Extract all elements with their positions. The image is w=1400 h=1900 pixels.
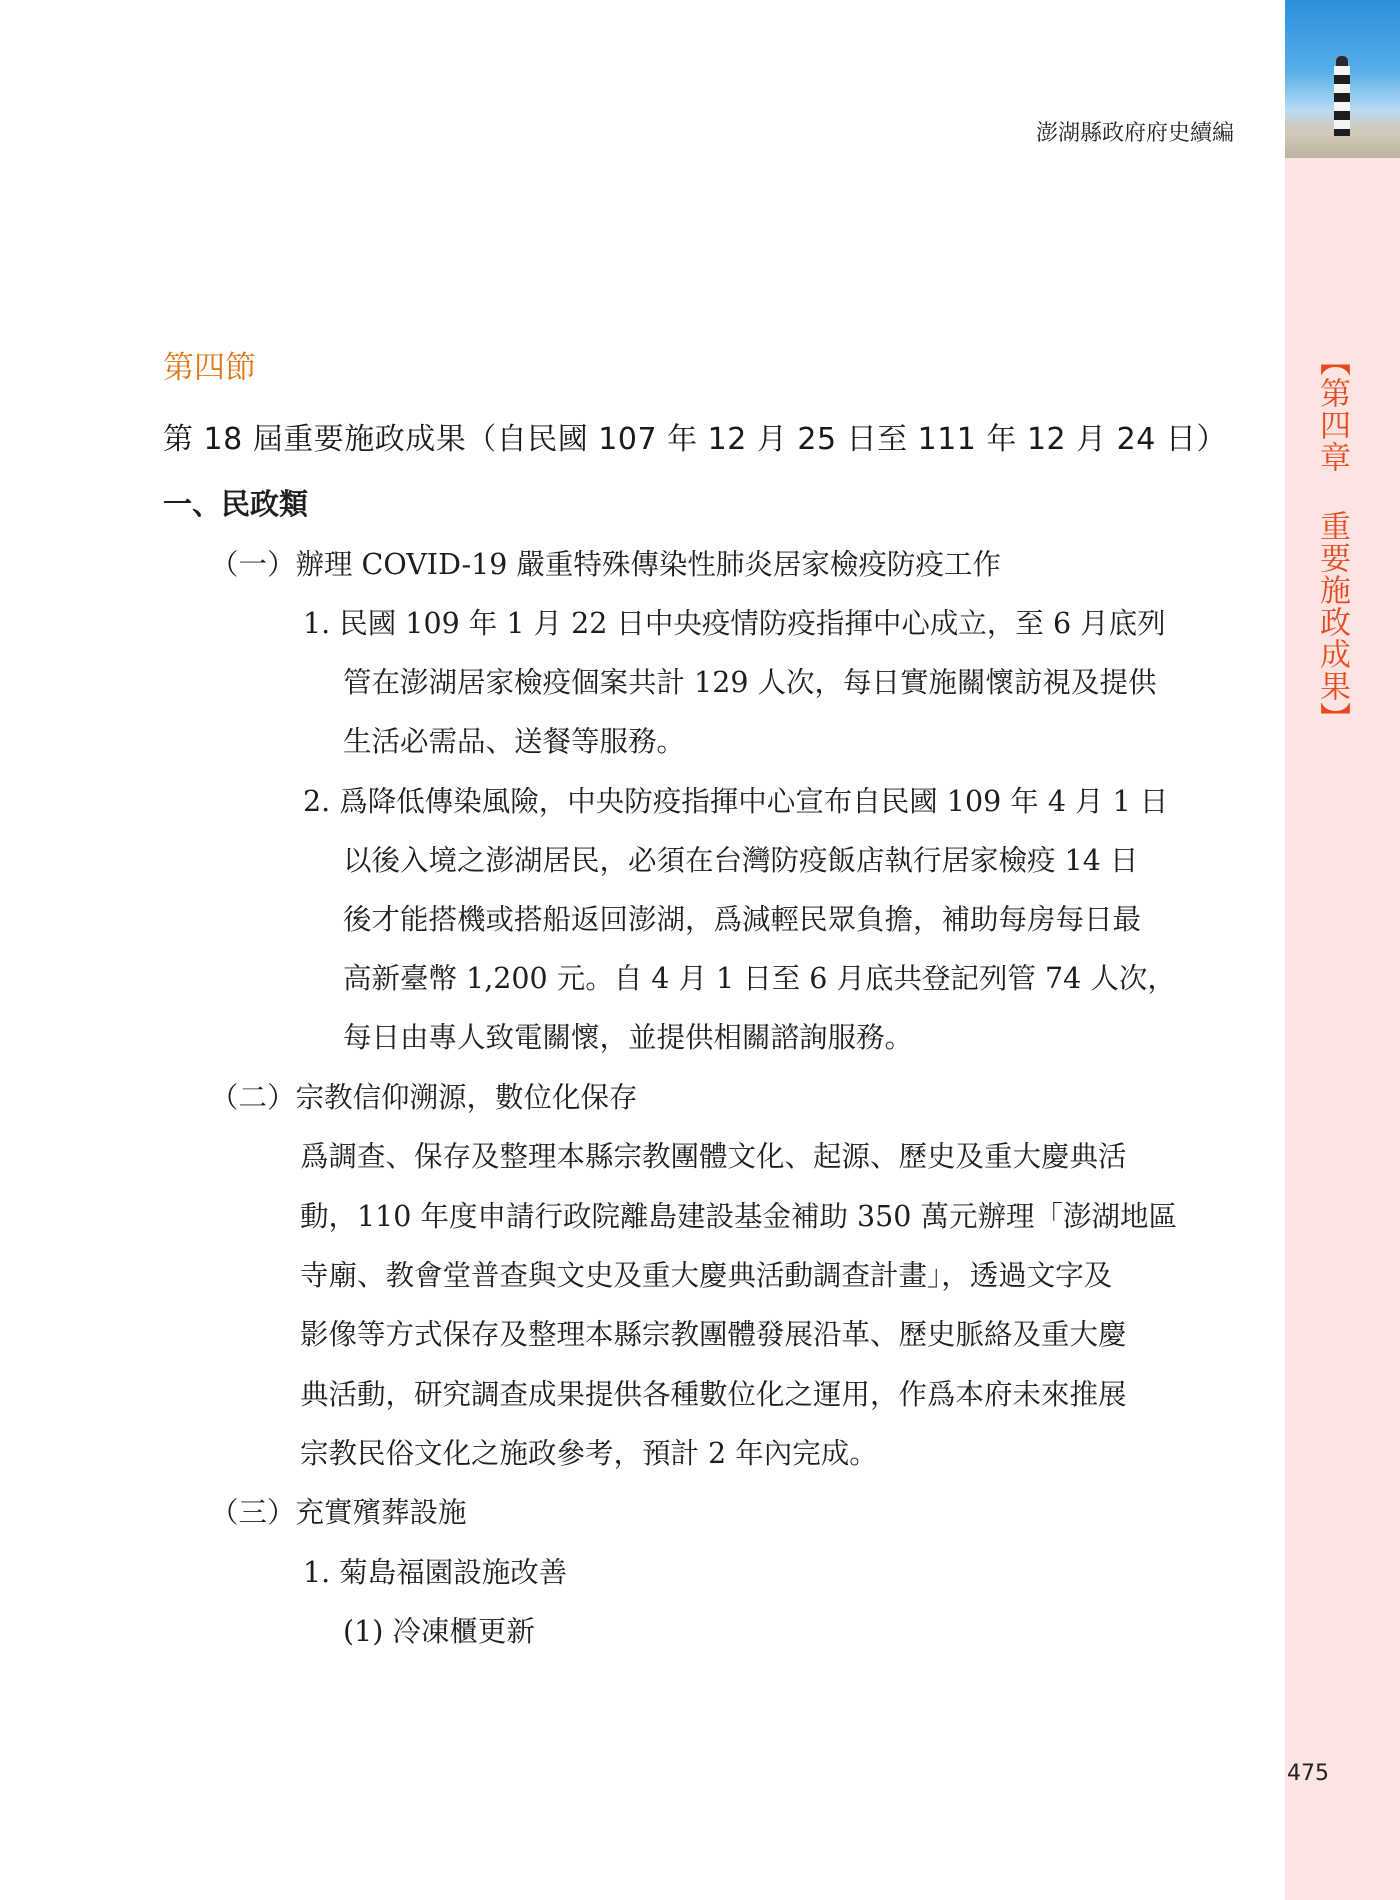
lighthouse-ground (1285, 136, 1400, 158)
sub-sub-item: (1) 冷凍櫃更新 (343, 1615, 535, 1648)
lighthouse-tower (1334, 66, 1350, 140)
paragraph-line: 以後入境之澎湖居民，必須在台灣防疫飯店執行居家檢疫 14 日 (343, 844, 1139, 877)
sub-item: 1. 菊島福園設施改善 (303, 1556, 568, 1589)
section-label: 第四節 (163, 350, 256, 386)
item-heading: （二）宗教信仰溯源，數位化保存 (210, 1081, 638, 1114)
lighthouse-photo (1285, 0, 1400, 158)
chapter-tab: 【第四章 重要施政成果】 (1314, 345, 1350, 734)
paragraph-line: 動，110 年度申請行政院離島建設基金補助 350 萬元辦理「澎湖地區 (300, 1200, 1177, 1233)
paragraph-line: 管在澎湖居家檢疫個案共計 129 人次，每日實施關懷訪視及提供 (343, 666, 1157, 699)
paragraph-line: 影像等方式保存及整理本縣宗教團體發展沿革、歷史脈絡及重大慶 (300, 1318, 1127, 1351)
chapter-sidebar (1285, 0, 1400, 1900)
page-number: 475 (1287, 1761, 1329, 1786)
paragraph-line: 後才能搭機或搭船返回澎湖，爲減輕民眾負擔，補助每房每日最 (343, 903, 1142, 936)
paragraph-line: 生活必需品、送餐等服務。 (343, 725, 686, 758)
paragraph-line: 每日由專人致電關懷，並提供相關諮詢服務。 (343, 1021, 914, 1054)
item-heading: （三）充實殯葬設施 (210, 1496, 467, 1529)
category-heading: 一、民政類 (163, 487, 309, 521)
paragraph-line: 1. 民國 109 年 1 月 22 日中央疫情防疫指揮中心成立，至 6 月底列 (303, 607, 1166, 640)
paragraph-line: 2. 爲降低傳染風險，中央防疫指揮中心宣布自民國 109 年 4 月 1 日 (303, 785, 1169, 818)
paragraph-line: 爲調查、保存及整理本縣宗教團體文化、起源、歷史及重大慶典活 (300, 1140, 1127, 1173)
running-head: 澎湖縣政府府史續編 (1035, 121, 1234, 146)
page-title: 第 18 屆重要施政成果（自民國 107 年 12 月 25 日至 111 年 12 月 24 日） (163, 422, 1227, 457)
paragraph-line: 高新臺幣 1,200 元。自 4 月 1 日至 6 月底共登記列管 74 人次， (343, 962, 1176, 995)
item-heading: （一）辦理 COVID-19 嚴重特殊傳染性肺炎居家檢疫防疫工作 (210, 548, 1001, 581)
paragraph-line: 典活動，研究調查成果提供各種數位化之運用，作爲本府未來推展 (300, 1378, 1127, 1411)
paragraph-line: 寺廟、教會堂普查與文史及重大慶典活動調查計畫」，透過文字及 (300, 1259, 1113, 1292)
paragraph-line: 宗教民俗文化之施政參考，預計 2 年內完成。 (300, 1437, 878, 1470)
